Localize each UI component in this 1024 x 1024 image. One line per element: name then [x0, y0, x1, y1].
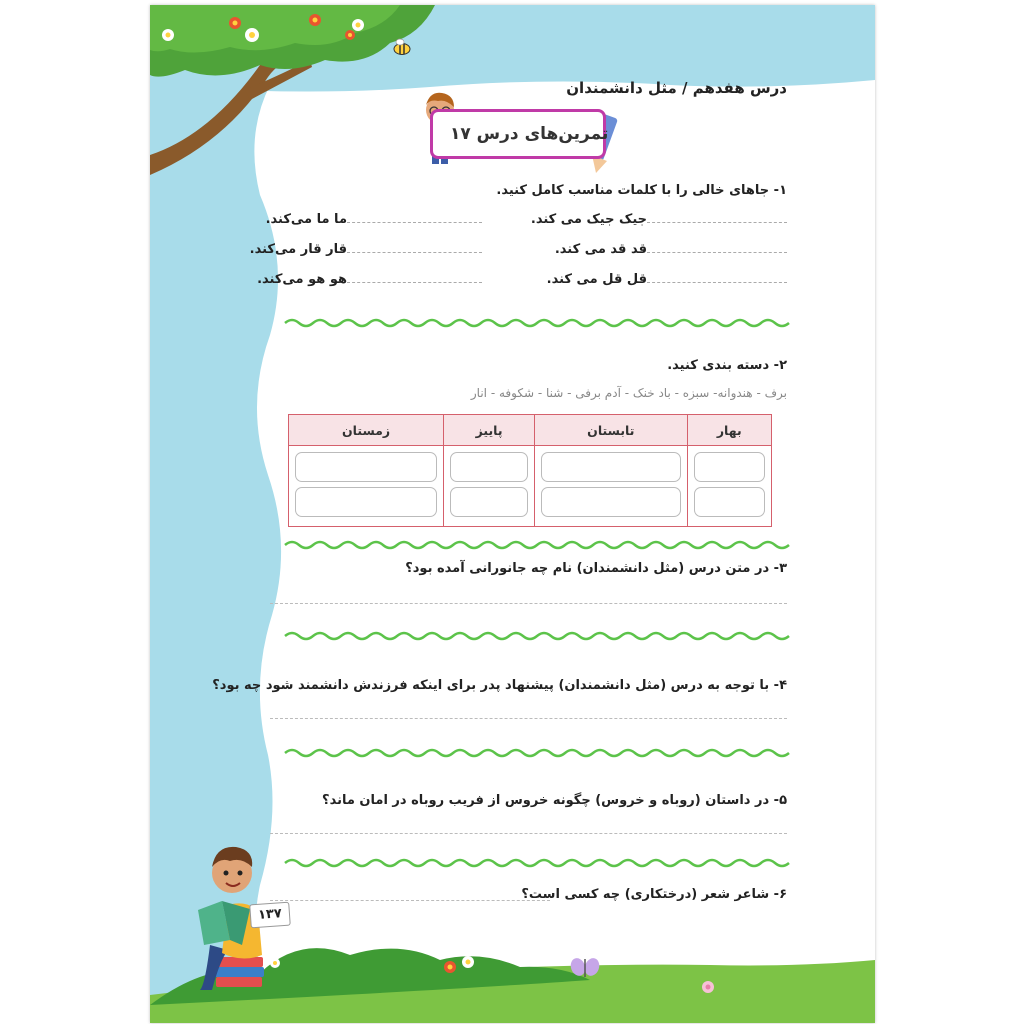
- exercise-badge-label: تمرین‌های درس ۱۷: [450, 124, 609, 144]
- answer-box[interactable]: [541, 452, 680, 482]
- q1-item-2-left-text: قار قار می‌کند.: [249, 242, 347, 257]
- category-cell-autumn: [444, 446, 535, 527]
- category-cell-spring: [687, 446, 771, 527]
- q1-blank-row-2-left[interactable]: [250, 242, 482, 257]
- question-5-prompt: ۵- در داستان (روباه و خروس) چگونه خروس از فریب روباه در امان ماند؟: [322, 793, 787, 808]
- q1-item-1-left-text: ما ما می‌کند.: [265, 212, 347, 227]
- answer-box[interactable]: [295, 452, 437, 482]
- q1-item-1-right-text: جیک جیک می کند.: [530, 212, 647, 227]
- answer-box[interactable]: [295, 487, 437, 517]
- question-4-prompt: ۴- با توجه به درس (مثل دانشمندان) پیشنهاد پدر برای اینکه فرزندش دانشمند شود چه بود؟: [212, 678, 787, 693]
- lesson-title: درس هفدهم / مثل دانشمندان: [566, 79, 787, 97]
- worksheet-page: [150, 5, 875, 1023]
- question-6-prompt: ۶- شاعر شعر (درختکاری) چه کسی است؟: [521, 887, 787, 902]
- q1-item-3-right-text: قل قل می کند.: [546, 272, 647, 287]
- column-header-winter: زمستان: [289, 415, 444, 446]
- column-header-spring: بهار: [687, 415, 771, 446]
- q6-answer-line[interactable]: [270, 900, 550, 901]
- page-number: ۱۳۷: [249, 902, 291, 929]
- q1-blank-row-3-left[interactable]: [257, 272, 482, 287]
- answer-box[interactable]: [450, 487, 528, 517]
- question-1-prompt: ۱- جاهای خالی را با کلمات مناسب کامل کنید.: [496, 183, 787, 198]
- q3-answer-line[interactable]: [270, 603, 787, 604]
- answer-box[interactable]: [694, 452, 765, 482]
- q1-blank-row-1-right[interactable]: [531, 212, 787, 227]
- q1-item-2-right-text: قد قد می کند.: [554, 242, 647, 257]
- q2-category-table: [288, 414, 772, 527]
- answer-box[interactable]: [450, 452, 528, 482]
- q1-blank-row-2-right[interactable]: [555, 242, 787, 257]
- column-header-summer: تابستان: [535, 415, 687, 446]
- q5-answer-line[interactable]: [270, 833, 787, 834]
- q1-blank-row-1-left[interactable]: [266, 212, 482, 227]
- answer-box[interactable]: [541, 487, 680, 517]
- q2-word-bank: برف - هندوانه- سبزه - باد خنک - آدم برفی - شنا - شکوفه - انار: [470, 386, 787, 400]
- category-cell-summer: [535, 446, 687, 527]
- question-2-prompt: ۲- دسته بندی کنید.: [667, 358, 787, 373]
- column-header-autumn: پاییز: [444, 415, 535, 446]
- answer-box[interactable]: [694, 487, 765, 517]
- q1-item-3-left-text: هو هو می‌کند.: [257, 272, 347, 287]
- q4-answer-line[interactable]: [270, 718, 787, 719]
- q1-blank-row-3-right[interactable]: [547, 272, 787, 287]
- category-cell-winter: [289, 446, 444, 527]
- question-3-prompt: ۳- در متن درس (مثل دانشمندان) نام چه جانورانی آمده بود؟: [405, 561, 787, 576]
